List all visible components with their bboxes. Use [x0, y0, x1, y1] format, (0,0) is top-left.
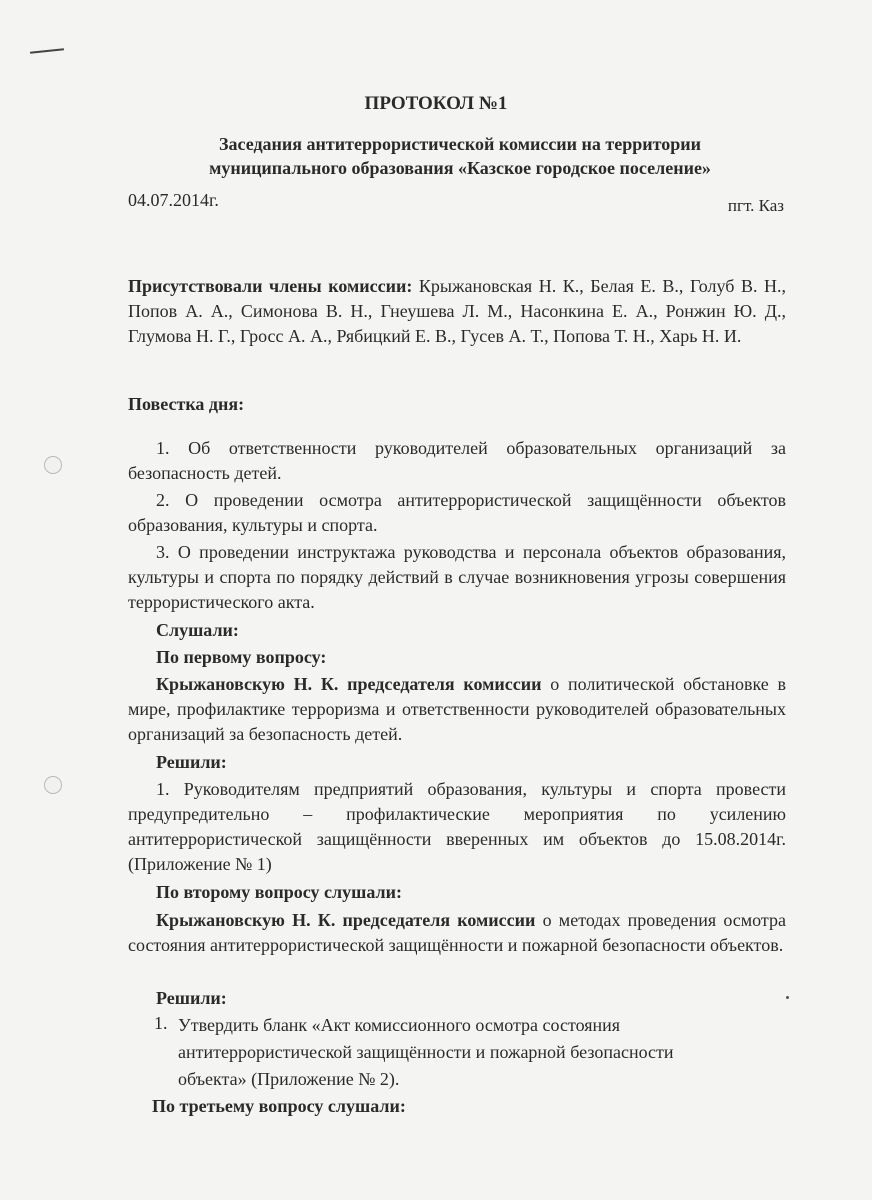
agenda-item-1: 1. Об ответственности руководителей образовательных организаций за безопасность детей. — [128, 438, 786, 483]
attendees-paragraph — [128, 274, 786, 349]
agenda-item-3: 3. О проведении инструктажа руководства и персонала объектов образования, культуры и спорта по порядку действий в случае возникновения угрозы совершения террористического акта. — [128, 542, 786, 612]
question-2-paragraph — [128, 908, 786, 958]
decision-2-line-3: объекта» (Приложение № 2). — [178, 1069, 400, 1089]
question-2-speaker: Крыжановскую Н. К. председателя комиссии — [156, 910, 536, 930]
decision-2-line-2: антитеррористической защищённости и пожарной безопасности — [178, 1042, 674, 1062]
question-3-label: По третьему вопросу слушали: — [152, 1096, 406, 1116]
attendees-names: Крыжановская Н. К., Белая Е. В., Голуб В. Н., Попов А. А., Симонова В. Н., Гнеушева Л. М., Насонкина Е. А., Ронжин Ю. Д., Глумова Н. Г., Гросс А. А., Рябицкий Е. В., Гусев А. Т., Попова Т. Н., Харь Н. И. — [128, 276, 787, 346]
question-2-label: По второму вопросу слушали: — [156, 882, 402, 902]
attendees-label: Присутствовали члены комиссии: — [128, 276, 413, 296]
subtitle-line-2: муниципального образования «Казское городское поселение» — [209, 158, 711, 178]
agenda-label: Повестка дня: — [128, 394, 245, 414]
document-subtitle — [160, 132, 760, 180]
pen-mark — [30, 48, 64, 54]
subtitle-line-1: Заседания антитеррористической комиссии на территории — [218, 134, 702, 154]
punch-hole-top — [44, 456, 62, 474]
heard-label: Слушали: — [156, 620, 239, 640]
question-1-paragraph — [128, 672, 786, 747]
question-2-text: о методах проведения осмотра состояния антитеррористической защищённости и пожарной безопасности объектов. — [128, 910, 786, 955]
decision-2-line-1: Утвердить бланк «Акт комиссионного осмотра состояния — [178, 1015, 621, 1035]
question-1-label: По первому вопросу: — [156, 647, 327, 667]
agenda-item-2: 2. О проведении осмотра антитеррористической защищённости объектов образования, культуры и спорта. — [128, 490, 786, 535]
punch-hole-bottom — [44, 776, 62, 794]
question-1-speaker: Крыжановскую Н. К. председателя комиссии — [156, 674, 542, 694]
document-title: ПРОТОКОЛ №1 — [364, 93, 508, 114]
document-date: 04.07.2014г. — [128, 190, 219, 210]
decision-2-number: 1. — [154, 1013, 168, 1033]
decision-2-label: Решили: — [156, 988, 227, 1008]
decision-1-label: Решили: — [156, 752, 227, 772]
question-1-text: о политической обстановке в мире, профилактике терроризма и ответственности руководителей образовательных организаций за безопасность детей. — [128, 674, 786, 744]
decision-1-text: 1. Руководителям предприятий образования, культуры и спорта провести предупредительно – профилактические мероприятия по усилению антитеррористической защищённости вверенных им объектов до 15.08.2014г. (Приложение № 1) — [128, 779, 786, 874]
document-place: пгт. Каз — [727, 196, 784, 215]
